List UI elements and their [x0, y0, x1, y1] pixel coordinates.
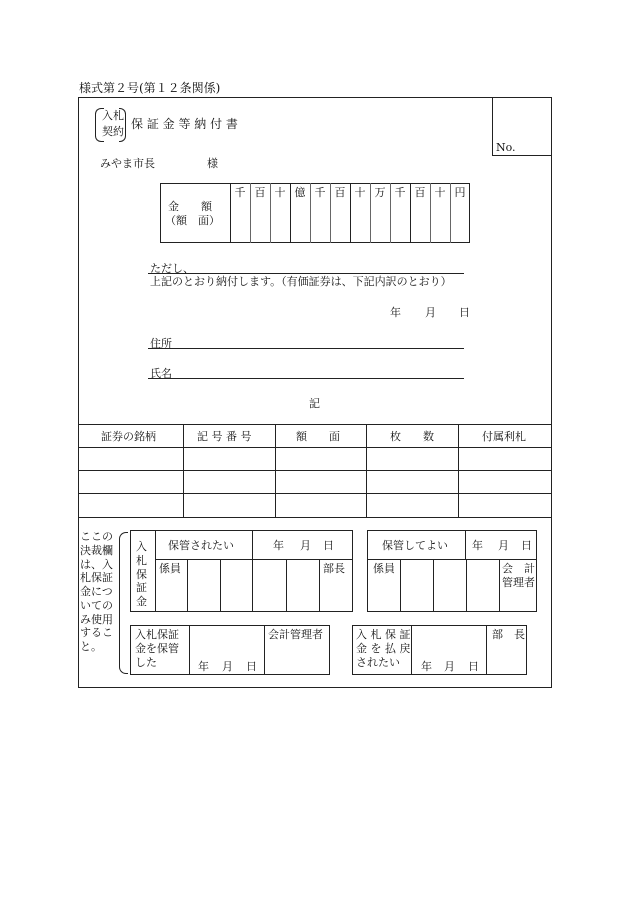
date-day: 日 — [459, 306, 470, 319]
form-number: 様式第２号(第１２条関係) — [79, 81, 221, 95]
date-year: 年 — [390, 306, 401, 319]
box-d-year: 年 — [421, 660, 432, 673]
box-d-month: 月 — [444, 660, 455, 673]
amount-digit-label: 十 — [274, 186, 286, 199]
box-a-year: 年 — [273, 539, 284, 552]
amount-digit-label: 十 — [354, 186, 366, 199]
box-a-day: 日 — [323, 539, 334, 552]
amount-digit-label: 円 — [454, 186, 466, 199]
statement-text: 上記のとおり納付します。（有価証券は、下記内訳のとおり） — [150, 275, 452, 288]
no-label: No. — [496, 141, 516, 154]
col-header-security-name: 証券の銘柄 — [101, 430, 156, 443]
addressee-name: みやま市長 — [100, 157, 155, 170]
decision-note: ここの 決裁欄 は、入 札保証 金につ いての み使用 するこ と。 — [80, 530, 113, 653]
haraimodoshi-label: 入 札 保 証 金 を 払 戻 されたい — [356, 628, 411, 669]
address-line[interactable] — [148, 348, 464, 349]
box-a-month: 月 — [300, 539, 311, 552]
box-b-day: 日 — [521, 539, 532, 552]
box-c-day: 日 — [246, 660, 257, 673]
box-c-month: 月 — [222, 660, 233, 673]
hokan-saretai-label: 保管されたい — [168, 539, 234, 552]
amount-digit-label: 千 — [394, 186, 406, 199]
box-b-kaikei-line1: 会 計 — [502, 562, 535, 575]
address-label: 住所 — [150, 337, 172, 350]
col-header-code-number: 記 号 番 号 — [197, 430, 252, 443]
name-label: 氏名 — [150, 367, 172, 380]
amount-digit-label: 万 — [374, 186, 386, 199]
decision-note-brace — [119, 532, 128, 674]
form-title: 保 証 金 等 納 付 書 — [131, 117, 238, 131]
deposit-side-label: 入 札 保 証 金 — [136, 540, 147, 608]
col-header-face-value: 額 面 — [296, 430, 340, 443]
amount-digit-label: 千 — [234, 186, 246, 199]
hokan-shita-label: 入札保証 金を保管 した — [135, 628, 179, 669]
tadashi-text: ただし、 — [150, 262, 194, 275]
hokan-shiteyoi-label: 保管してよい — [382, 539, 448, 552]
ki-label: 記 — [309, 397, 320, 410]
box-b-year: 年 — [472, 539, 483, 552]
box-a-kakariin: 係員 — [159, 562, 181, 575]
amount-label: 金 額 — [168, 200, 212, 213]
amount-digit-label: 千 — [314, 186, 326, 199]
box-a-bucho: 部長 — [323, 562, 345, 575]
amount-digit-label: 百 — [254, 186, 266, 199]
box-c-year: 年 — [198, 660, 209, 673]
title-bracket-line2: 契約 — [102, 125, 124, 138]
box-b-kakariin: 係員 — [373, 562, 395, 575]
amount-digit-label: 百 — [334, 186, 346, 199]
box-b-month: 月 — [498, 539, 509, 552]
box-d-bucho: 部 長 — [492, 628, 525, 641]
amount-label-face: （額 面） — [165, 214, 220, 227]
date-month: 月 — [425, 306, 436, 319]
box-c-kaikei-kanrisha: 会計管理者 — [268, 628, 323, 641]
title-bracket-line1: 入札 — [102, 109, 124, 122]
amount-digit-label: 億 — [294, 186, 306, 199]
name-line[interactable] — [148, 378, 464, 379]
col-header-count: 枚 数 — [390, 430, 434, 443]
amount-digit-label: 十 — [434, 186, 446, 199]
amount-digit-label: 百 — [414, 186, 426, 199]
box-b-kaikei-line2: 管理者 — [502, 576, 535, 589]
addressee-honorific: 様 — [207, 157, 218, 170]
box-d-day: 日 — [468, 660, 479, 673]
col-header-coupon: 付属利札 — [482, 430, 526, 443]
